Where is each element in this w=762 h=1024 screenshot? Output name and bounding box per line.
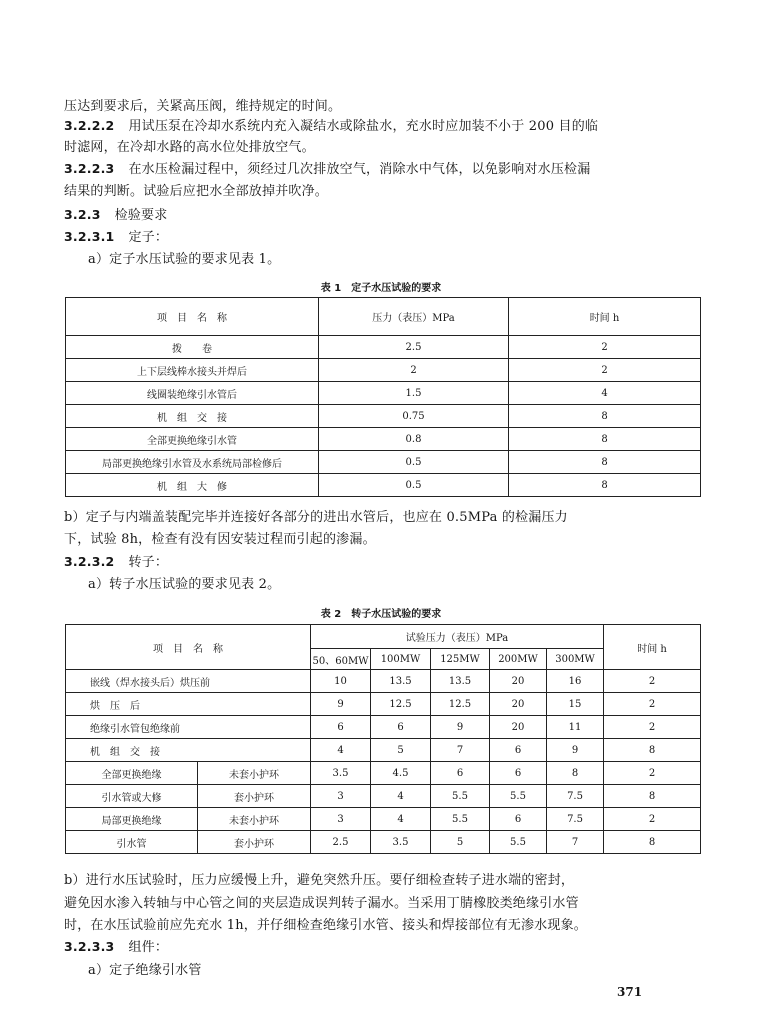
clause-number: 3.2.3 bbox=[64, 207, 101, 222]
table-cell: 5.5 bbox=[431, 785, 490, 808]
table-cell: 嵌线（焊水接头后）烘压前 bbox=[66, 670, 311, 693]
table-cell: 2 bbox=[319, 359, 509, 382]
column-header: 200MW bbox=[490, 649, 547, 670]
table-cell: 5 bbox=[431, 831, 490, 854]
table-cell: 全部更换绝缘引水管 bbox=[66, 428, 319, 451]
table-cell: 引水管或大修 bbox=[66, 785, 198, 808]
paragraph-line: 时滤网，在冷却水路的高水位处排放空气。 bbox=[64, 140, 315, 155]
table-cell: 引水管 bbox=[66, 831, 198, 854]
clause-text: 组件： bbox=[128, 940, 169, 955]
table-cell: 6 bbox=[311, 716, 371, 739]
column-header: 50、60MW bbox=[311, 649, 371, 670]
paragraph-line: a）转子水压试验的要求见表 2。 bbox=[88, 577, 281, 592]
table2-caption: 表 2 转子水压试验的要求 bbox=[320, 609, 442, 620]
table-cell: 3 bbox=[311, 808, 371, 831]
table-cell: 2 bbox=[604, 762, 701, 785]
column-header: 项 目 名 称 bbox=[66, 298, 319, 336]
table-cell: 6 bbox=[490, 739, 547, 762]
table-cell: 2 bbox=[604, 716, 701, 739]
table-cell: 2 bbox=[604, 808, 701, 831]
table-cell: 0.75 bbox=[319, 405, 509, 428]
rotor-test-table bbox=[65, 624, 701, 854]
column-header: 试验压力（表压）MPa bbox=[311, 625, 604, 649]
paragraph-line: 压达到要求后，关紧高压阀，维持规定的时间。 bbox=[64, 99, 342, 114]
table-cell: 6 bbox=[371, 716, 431, 739]
table-cell: 线圈装绝缘引水管后 bbox=[66, 382, 319, 405]
table-cell: 8 bbox=[604, 831, 701, 854]
table-cell: 局部更换绝缘引水管及水系统局部检修后 bbox=[66, 451, 319, 474]
table-cell: 3 bbox=[311, 785, 371, 808]
table-cell: 3.5 bbox=[371, 831, 431, 854]
table-cell: 绝缘引水管包绝缘前 bbox=[66, 716, 311, 739]
table-cell: 2 bbox=[604, 670, 701, 693]
clause-3-2-2-3 bbox=[64, 158, 590, 177]
table-cell: 8 bbox=[509, 428, 701, 451]
table-row bbox=[66, 808, 701, 831]
clause-text: 定子： bbox=[128, 230, 169, 245]
clause-3-2-3 bbox=[64, 204, 167, 223]
table-cell: 2 bbox=[509, 359, 701, 382]
table-cell: 0.5 bbox=[319, 451, 509, 474]
column-header: 时间 h bbox=[604, 625, 701, 670]
clause-number: 3.2.3.3 bbox=[64, 939, 115, 954]
table-row bbox=[66, 428, 701, 451]
column-header: 压力（表压）MPa bbox=[319, 298, 509, 336]
table-row bbox=[66, 405, 701, 428]
table-row bbox=[66, 451, 701, 474]
clause-number: 3.2.3.2 bbox=[64, 554, 115, 569]
table-cell: 5.5 bbox=[490, 831, 547, 854]
table-row bbox=[66, 693, 701, 716]
table-cell: 拨 卷 bbox=[66, 336, 319, 359]
table-row bbox=[66, 762, 701, 785]
table-row bbox=[66, 739, 701, 762]
table1-caption: 表 1 定子水压试验的要求 bbox=[320, 283, 442, 294]
column-header: 时间 h bbox=[509, 298, 701, 336]
table-row bbox=[66, 716, 701, 739]
table-cell: 13.5 bbox=[431, 670, 490, 693]
clause-3-2-3-1 bbox=[64, 226, 168, 245]
table-cell: 15 bbox=[547, 693, 604, 716]
table-cell: 未套小护环 bbox=[198, 808, 311, 831]
table-cell: 1.5 bbox=[319, 382, 509, 405]
table-cell: 2 bbox=[509, 336, 701, 359]
table-cell: 9 bbox=[311, 693, 371, 716]
table-cell: 20 bbox=[490, 716, 547, 739]
table-row bbox=[66, 670, 701, 693]
table-cell: 20 bbox=[490, 670, 547, 693]
table-cell: 5.5 bbox=[490, 785, 547, 808]
table-cell: 机 组 交 接 bbox=[66, 739, 311, 762]
page-number: 371 bbox=[617, 985, 643, 999]
table-cell: 20 bbox=[490, 693, 547, 716]
clause-text: 在水压检漏过程中，须经过几次排放空气，消除水中气体，以免影响对水压检漏 bbox=[128, 162, 591, 177]
table-cell: 未套小护环 bbox=[198, 762, 311, 785]
table-cell: 局部更换绝缘 bbox=[66, 808, 198, 831]
column-header: 300MW bbox=[547, 649, 604, 670]
table-cell: 0.8 bbox=[319, 428, 509, 451]
table-cell: 10 bbox=[311, 670, 371, 693]
table-row bbox=[66, 359, 701, 382]
table-row bbox=[66, 831, 701, 854]
clause-text: 检验要求 bbox=[114, 208, 168, 223]
table-row bbox=[66, 382, 701, 405]
table-cell: 烘 压 后 bbox=[66, 693, 311, 716]
table-cell: 12.5 bbox=[431, 693, 490, 716]
table-cell: 0.5 bbox=[319, 474, 509, 497]
table-cell: 4.5 bbox=[371, 762, 431, 785]
table-cell: 7 bbox=[431, 739, 490, 762]
table-cell: 2 bbox=[604, 693, 701, 716]
clause-text: 用试压泵在冷却水系统内充入凝结水或除盐水，充水时应加装不小于 200 目的临 bbox=[128, 119, 599, 134]
table-cell: 3.5 bbox=[311, 762, 371, 785]
column-header: 125MW bbox=[431, 649, 490, 670]
table-cell: 上下层线棒水接头并焊后 bbox=[66, 359, 319, 382]
clause-number: 3.2.2.3 bbox=[64, 161, 115, 176]
table-cell: 8 bbox=[509, 405, 701, 428]
table-cell: 机 组 交 接 bbox=[66, 405, 319, 428]
table-cell: 全部更换绝缘 bbox=[66, 762, 198, 785]
table-cell: 8 bbox=[604, 739, 701, 762]
paragraph-line: 结果的判断。试验后应把水全部放掉并吹净。 bbox=[64, 184, 329, 199]
paragraph-line: a）定子水压试验的要求见表 1。 bbox=[88, 252, 281, 267]
paragraph-line: 时，在水压试验前应先充水 1h，并仔细检查绝缘引水管、接头和焊接部位有无渗水现象。 bbox=[64, 918, 587, 933]
table-cell: 套小护环 bbox=[198, 831, 311, 854]
table-cell: 2.5 bbox=[319, 336, 509, 359]
paragraph-line: 下，试验 8h，检查有没有因安装过程而引起的渗漏。 bbox=[64, 532, 376, 547]
table-cell: 12.5 bbox=[371, 693, 431, 716]
table-row bbox=[66, 474, 701, 497]
table-row bbox=[66, 336, 701, 359]
clause-text: 转子： bbox=[128, 555, 169, 570]
clause-3-2-3-2 bbox=[64, 551, 168, 570]
table-cell: 4 bbox=[371, 785, 431, 808]
table-cell: 13.5 bbox=[371, 670, 431, 693]
table-cell: 4 bbox=[311, 739, 371, 762]
table-cell: 7.5 bbox=[547, 785, 604, 808]
paragraph-line: b）定子与内端盖装配完毕并连接好各部分的进出水管后，也应在 0.5MPa 的检漏压力 bbox=[64, 510, 568, 525]
table-header-row bbox=[66, 625, 701, 649]
table-cell: 2.5 bbox=[311, 831, 371, 854]
table-row bbox=[66, 785, 701, 808]
paragraph-line: 避免因水渗入转轴与中心管之间的夹层造成误判转子漏水。当采用丁腈橡胶类绝缘引水管 bbox=[64, 896, 579, 911]
paragraph-line: a）定子绝缘引水管 bbox=[88, 963, 202, 978]
table-cell: 9 bbox=[547, 739, 604, 762]
clause-number: 3.2.2.2 bbox=[64, 118, 115, 133]
table-cell: 8 bbox=[604, 785, 701, 808]
table-header-row bbox=[66, 298, 701, 336]
table-cell: 8 bbox=[509, 451, 701, 474]
clause-3-2-2-2 bbox=[64, 115, 598, 134]
table-cell: 6 bbox=[490, 762, 547, 785]
table-cell: 11 bbox=[547, 716, 604, 739]
table-cell: 4 bbox=[371, 808, 431, 831]
table-cell: 5.5 bbox=[431, 808, 490, 831]
column-header: 100MW bbox=[371, 649, 431, 670]
table-cell: 套小护环 bbox=[198, 785, 311, 808]
table-cell: 6 bbox=[490, 808, 547, 831]
table-cell: 16 bbox=[547, 670, 604, 693]
column-header: 项 目 名 称 bbox=[66, 625, 311, 670]
paragraph-line: b）进行水压试验时，压力应缓慢上升，避免突然升压。要仔细检查转子进水端的密封， bbox=[64, 873, 575, 888]
table-cell: 9 bbox=[431, 716, 490, 739]
table-cell: 6 bbox=[431, 762, 490, 785]
table-cell: 8 bbox=[509, 474, 701, 497]
table-cell: 7.5 bbox=[547, 808, 604, 831]
table-cell: 4 bbox=[509, 382, 701, 405]
table-cell: 7 bbox=[547, 831, 604, 854]
clause-number: 3.2.3.1 bbox=[64, 229, 115, 244]
stator-test-table bbox=[65, 297, 701, 497]
table-cell: 机 组 大 修 bbox=[66, 474, 319, 497]
table-cell: 8 bbox=[547, 762, 604, 785]
table-cell: 5 bbox=[371, 739, 431, 762]
clause-3-2-3-3 bbox=[64, 936, 168, 955]
